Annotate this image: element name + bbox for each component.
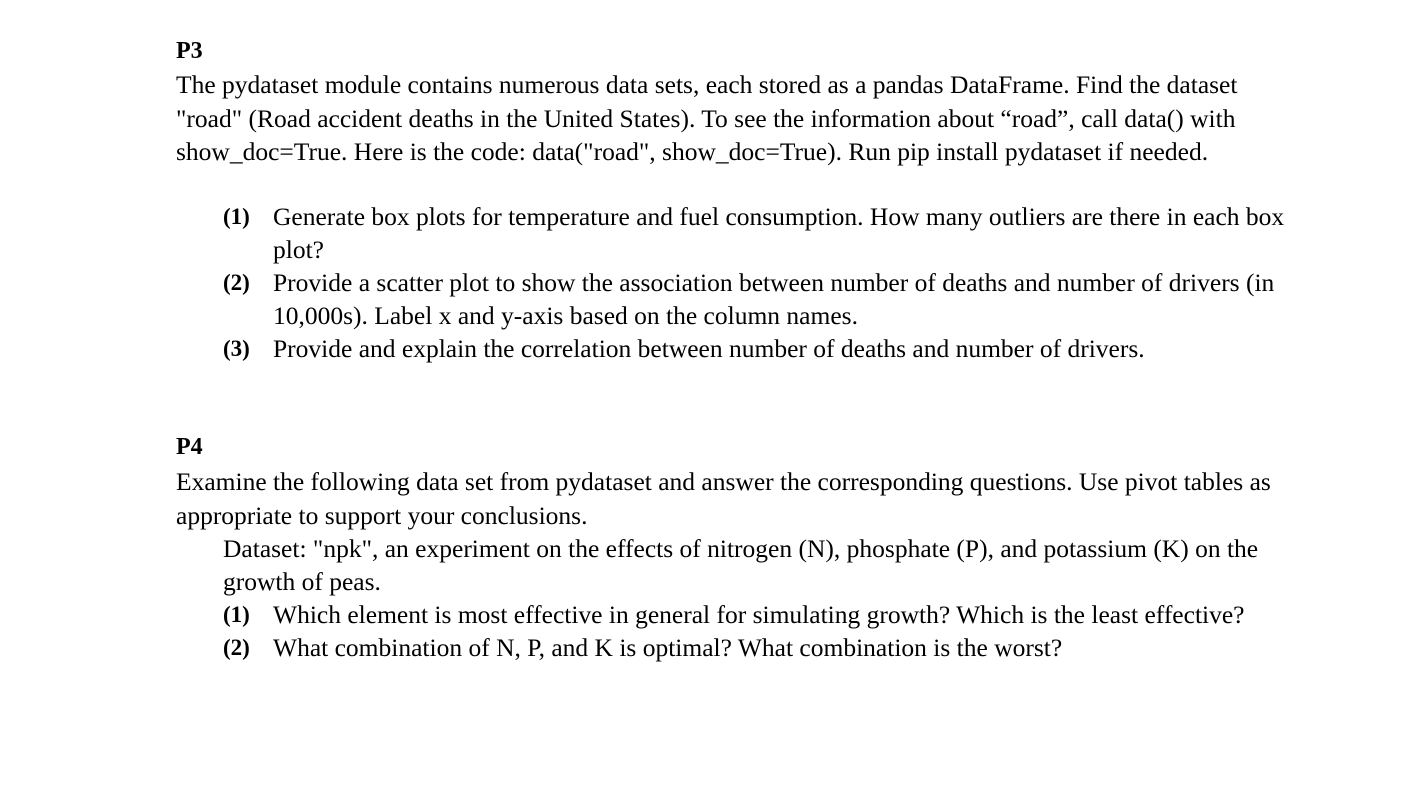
question-line: Generate box plots for temperature and fuel consumption. How many outliers are there in each box <box>273 202 1285 231</box>
p4-dataset-description <box>223 532 1403 598</box>
question-number: (1) <box>223 204 250 229</box>
p4-intro <box>176 465 1376 532</box>
question-line: 10,000s). Label x and y-axis based on the column names. <box>273 301 858 330</box>
question-number: (2) <box>223 270 250 295</box>
p3-question-3 <box>223 332 1418 365</box>
question-line: Provide a scatter plot to show the association between number of deaths and number of drivers (in <box>273 268 1275 297</box>
p3-question-2 <box>223 266 1418 332</box>
question-line: Provide and explain the correlation between number of deaths and number of drivers. <box>273 334 1145 363</box>
p3-intro-line: The pydataset module contains numerous data sets, each stored as a pandas DataFrame. Find the dataset <box>176 70 1238 99</box>
p4-question-list <box>223 598 1418 664</box>
p4-intro-line: appropriate to support your conclusions. <box>176 500 588 530</box>
p4-question-2 <box>223 631 1418 664</box>
p4-question-1 <box>223 598 1418 631</box>
question-number: (2) <box>223 635 250 660</box>
p3-intro <box>176 68 1376 169</box>
question-text <box>273 631 1418 664</box>
dataset-line: growth of peas. <box>223 567 381 596</box>
p3-intro-line: "road" (Road accident deaths in the United States). To see the information about “road”, call data() with <box>176 103 1236 133</box>
question-line: Which element is most effective in general for simulating growth? Which is the least effective? <box>273 600 1245 629</box>
question-line: What combination of N, P, and K is optimal? What combination is the worst? <box>273 633 1063 662</box>
question-text <box>273 266 1418 332</box>
p3-heading: P3 <box>176 38 203 64</box>
question-number: (3) <box>223 336 250 361</box>
p3-intro-line: show_doc=True. Here is the code: data("road", show_doc=True). Run pip install pydataset if needed. <box>176 137 1209 166</box>
p4-heading: P4 <box>176 434 203 460</box>
question-line: plot? <box>273 235 324 264</box>
p3-question-1 <box>223 200 1418 266</box>
question-text <box>273 598 1418 631</box>
question-number: (1) <box>223 602 250 627</box>
p4-intro-line: Examine the following data set from pydataset and answer the corresponding questions. Use pivot tables as <box>176 467 1271 496</box>
question-text <box>273 332 1418 365</box>
question-text <box>273 200 1418 266</box>
p3-question-list <box>223 200 1418 365</box>
dataset-line: Dataset: "npk", an experiment on the effects of nitrogen (N), phosphate (P), and potassium (K) on the <box>223 534 1259 563</box>
